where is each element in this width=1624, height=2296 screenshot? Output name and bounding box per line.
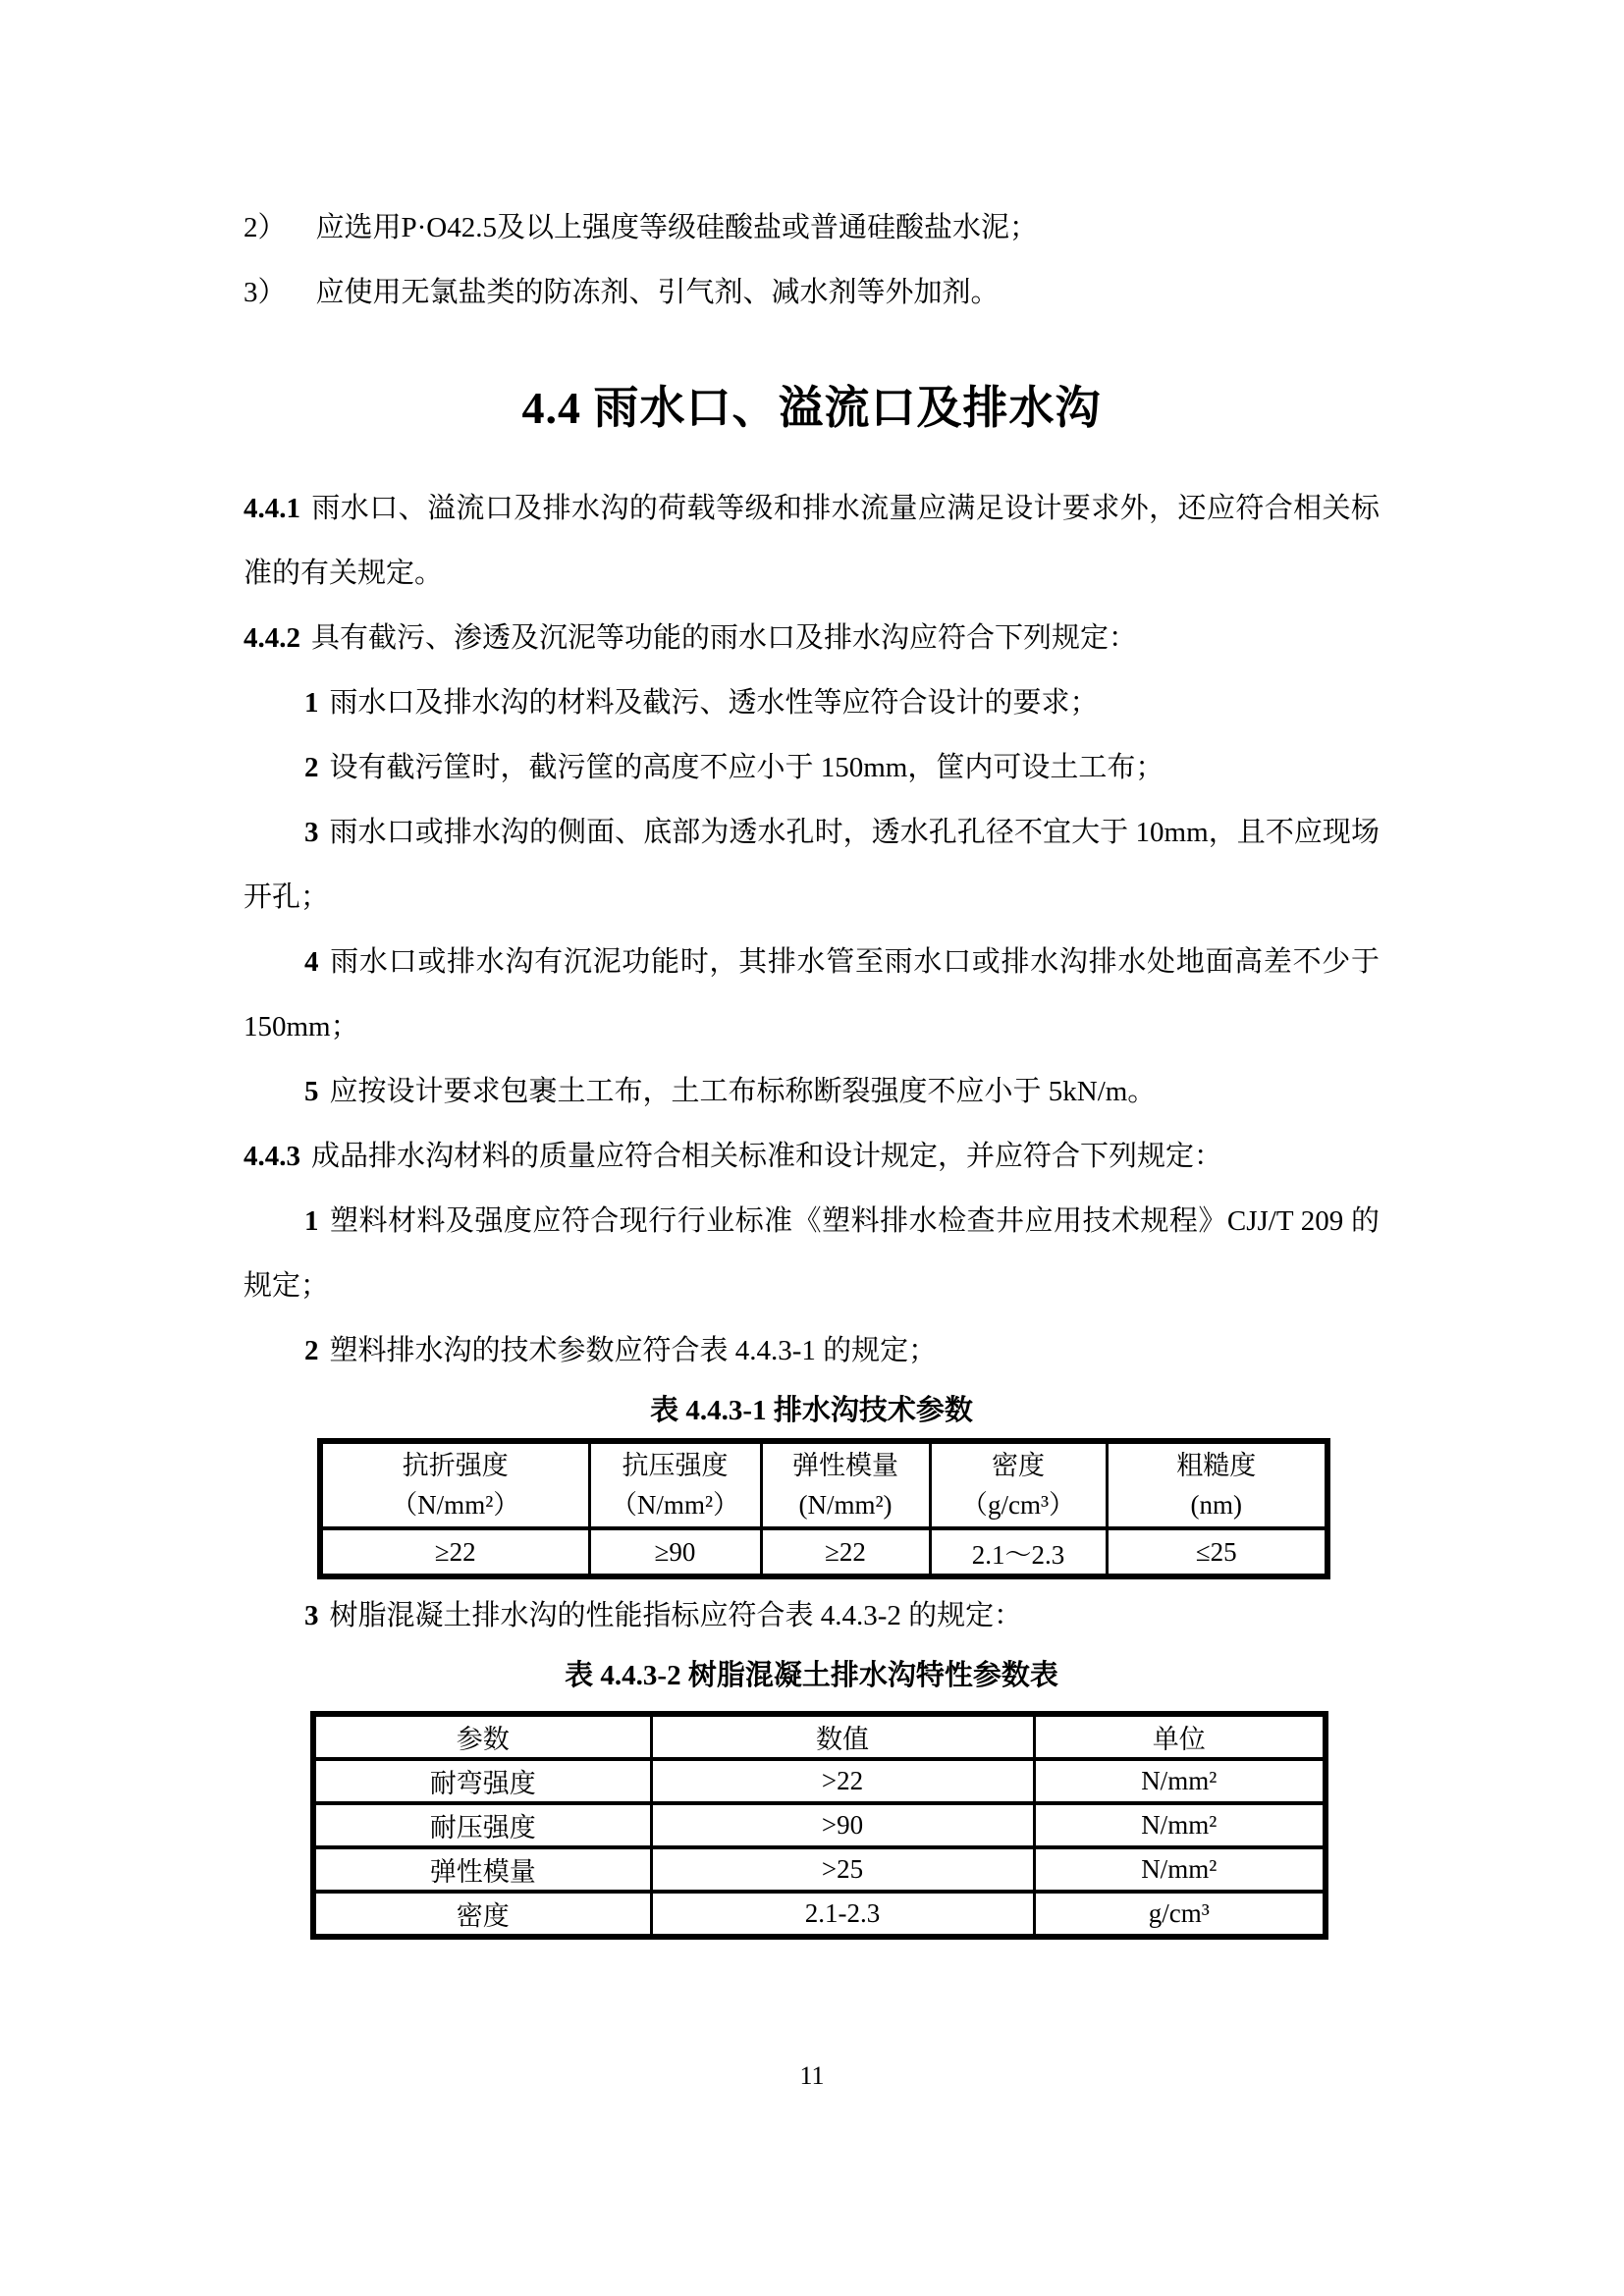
line-text: 规定； <box>244 1270 330 1302</box>
text-line <box>244 994 1380 1059</box>
table1-header-cell <box>930 1441 1107 1528</box>
line-text: 树脂混凝土排水沟的性能指标应符合表 4.4.3-2 的规定： <box>329 1600 1023 1631</box>
text-line <box>244 541 1380 606</box>
text-line <box>244 1059 1380 1124</box>
table1-header-cell <box>761 1441 930 1528</box>
table1-header-cell <box>320 1441 589 1528</box>
table2-header-cell: 数值 <box>651 1714 1034 1759</box>
table1-value-cell: ≥90 <box>589 1528 761 1576</box>
table2-data-cell: 密度 <box>313 1892 651 1937</box>
page-number: 11 <box>799 2061 825 2090</box>
column-name: 密度 <box>992 1451 1045 1480</box>
item-number: 4.4.1 <box>244 493 300 524</box>
line-text: 雨水口或排水沟的侧面、底部为透水孔时，透水孔孔径不宜大于 10mm，且不应现场 <box>329 817 1380 848</box>
line-text: 150mm； <box>244 1011 359 1042</box>
line-text: 雨水口或排水沟有沉泥功能时，其排水管至雨水口或排水沟排水处地面高差不少于 <box>329 946 1380 978</box>
text-line <box>244 735 1380 800</box>
item-number: 4.4.2 <box>244 622 300 654</box>
column-name: 抗折强度 <box>402 1451 509 1480</box>
table2-data-cell: g/cm³ <box>1034 1892 1326 1937</box>
list-item-number: 2） <box>244 212 287 243</box>
table2-data-cell: N/mm² <box>1034 1847 1326 1892</box>
table1-value-cell: 2.1～2.3 <box>930 1528 1107 1576</box>
table2-data-cell: 2.1-2.3 <box>651 1892 1034 1937</box>
text-line <box>244 930 1380 994</box>
table-4-4-3-1 <box>317 1438 1330 1579</box>
table2-data-cell: 弹性模量 <box>313 1847 651 1892</box>
line-text: 应按设计要求包裹土工布，土工布标称断裂强度不应小于 5kN/m。 <box>329 1076 1157 1107</box>
table-4-4-3-2 <box>310 1711 1328 1940</box>
line-text: 成品排水沟材料的质量应符合相关标准和设计规定，并应符合下列规定： <box>311 1141 1223 1172</box>
text-line <box>244 476 1380 541</box>
list-item-number: 3） <box>244 277 287 308</box>
item-number: 4.4.3 <box>244 1141 300 1172</box>
text-line <box>244 670 1380 735</box>
line-text: 应选用P·O42.5及以上强度等级硅酸盐或普通硅酸盐水泥； <box>315 212 1038 243</box>
item-number: 1 <box>304 687 319 719</box>
table2-data-cell: >90 <box>651 1803 1034 1847</box>
body-paragraphs-2 <box>244 1583 1380 1648</box>
text-line <box>244 800 1380 865</box>
column-unit: （N/mm²） <box>391 1490 520 1520</box>
text-line <box>244 865 1380 930</box>
text-line <box>244 1318 1380 1383</box>
table2-header-row <box>313 1714 1326 1759</box>
table2-header-cell: 单位 <box>1034 1714 1326 1759</box>
line-text: 塑料材料及强度应符合现行行业标准《塑料排水检查井应用技术规程》CJJ/T 209 的 <box>329 1205 1380 1237</box>
line-text: 准的有关规定。 <box>244 558 444 589</box>
line-text: 开孔； <box>244 881 330 913</box>
column-unit: (N/mm²) <box>798 1490 893 1520</box>
table2-data-cell: 耐弯强度 <box>313 1759 651 1803</box>
intro-list <box>244 195 1380 325</box>
table1-value-cell: ≥22 <box>320 1528 589 1576</box>
body-paragraphs <box>244 476 1380 1383</box>
page-content <box>244 0 1380 1940</box>
table2-header-cell: 参数 <box>313 1714 651 1759</box>
text-line <box>244 606 1380 670</box>
item-number: 3 <box>304 817 319 848</box>
column-name: 抗压强度 <box>622 1451 729 1480</box>
table2-data-row <box>313 1847 1326 1892</box>
item-number: 4 <box>304 946 319 978</box>
table2-data-cell: >25 <box>651 1847 1034 1892</box>
table1-value-cell: ≥22 <box>761 1528 930 1576</box>
table1-title: 表 4.4.3-1 排水沟技术参数 <box>650 1395 973 1426</box>
item-number: 2 <box>304 1335 319 1366</box>
line-text: 应使用无氯盐类的防冻剂、引气剂、减水剂等外加剂。 <box>315 277 1000 308</box>
table2-title: 表 4.4.3-2 树脂混凝土排水沟特性参数表 <box>565 1660 1058 1691</box>
text-line <box>244 1254 1380 1318</box>
text-line <box>244 1583 1380 1648</box>
line-text: 雨水口、溢流口及排水沟的荷载等级和排水流量应满足设计要求外，还应符合相关标 <box>311 493 1380 524</box>
table1-value-row <box>320 1528 1327 1576</box>
table1-header-row <box>320 1441 1327 1528</box>
line-text: 塑料排水沟的技术参数应符合表 4.4.3-1 的规定； <box>329 1335 938 1366</box>
column-name: 弹性模量 <box>792 1451 898 1480</box>
table1-header-cell <box>589 1441 761 1528</box>
table2-data-cell: N/mm² <box>1034 1803 1326 1847</box>
column-unit: （N/mm²） <box>610 1490 740 1520</box>
line-text: 设有截污筐时，截污筐的高度不应小于 150mm，筐内可设土工布； <box>329 752 1164 783</box>
table2-data-row <box>313 1803 1326 1847</box>
section-heading: 4.4 雨水口、溢流口及排水沟 <box>521 383 1102 433</box>
text-line <box>244 195 1380 260</box>
item-number: 5 <box>304 1076 319 1107</box>
table2-data-row <box>313 1892 1326 1937</box>
table2-data-cell: N/mm² <box>1034 1759 1326 1803</box>
table2-data-cell: >22 <box>651 1759 1034 1803</box>
column-name: 粗糙度 <box>1176 1451 1257 1480</box>
column-unit: （g/cm³） <box>960 1490 1076 1520</box>
table1-header-cell <box>1107 1441 1327 1528</box>
line-text: 雨水口及排水沟的材料及截污、透水性等应符合设计的要求； <box>329 687 1099 719</box>
text-line <box>244 1124 1380 1189</box>
line-text: 具有截污、渗透及沉泥等功能的雨水口及排水沟应符合下列规定： <box>311 622 1138 654</box>
item-number: 3 <box>304 1600 319 1631</box>
item-number: 2 <box>304 752 319 783</box>
table1-value-cell: ≤25 <box>1107 1528 1327 1576</box>
table2-data-cell: 耐压强度 <box>313 1803 651 1847</box>
table2-data-row <box>313 1759 1326 1803</box>
column-unit: (nm) <box>1190 1490 1242 1520</box>
text-line <box>244 260 1380 325</box>
text-line <box>244 1189 1380 1254</box>
item-number: 1 <box>304 1205 319 1237</box>
